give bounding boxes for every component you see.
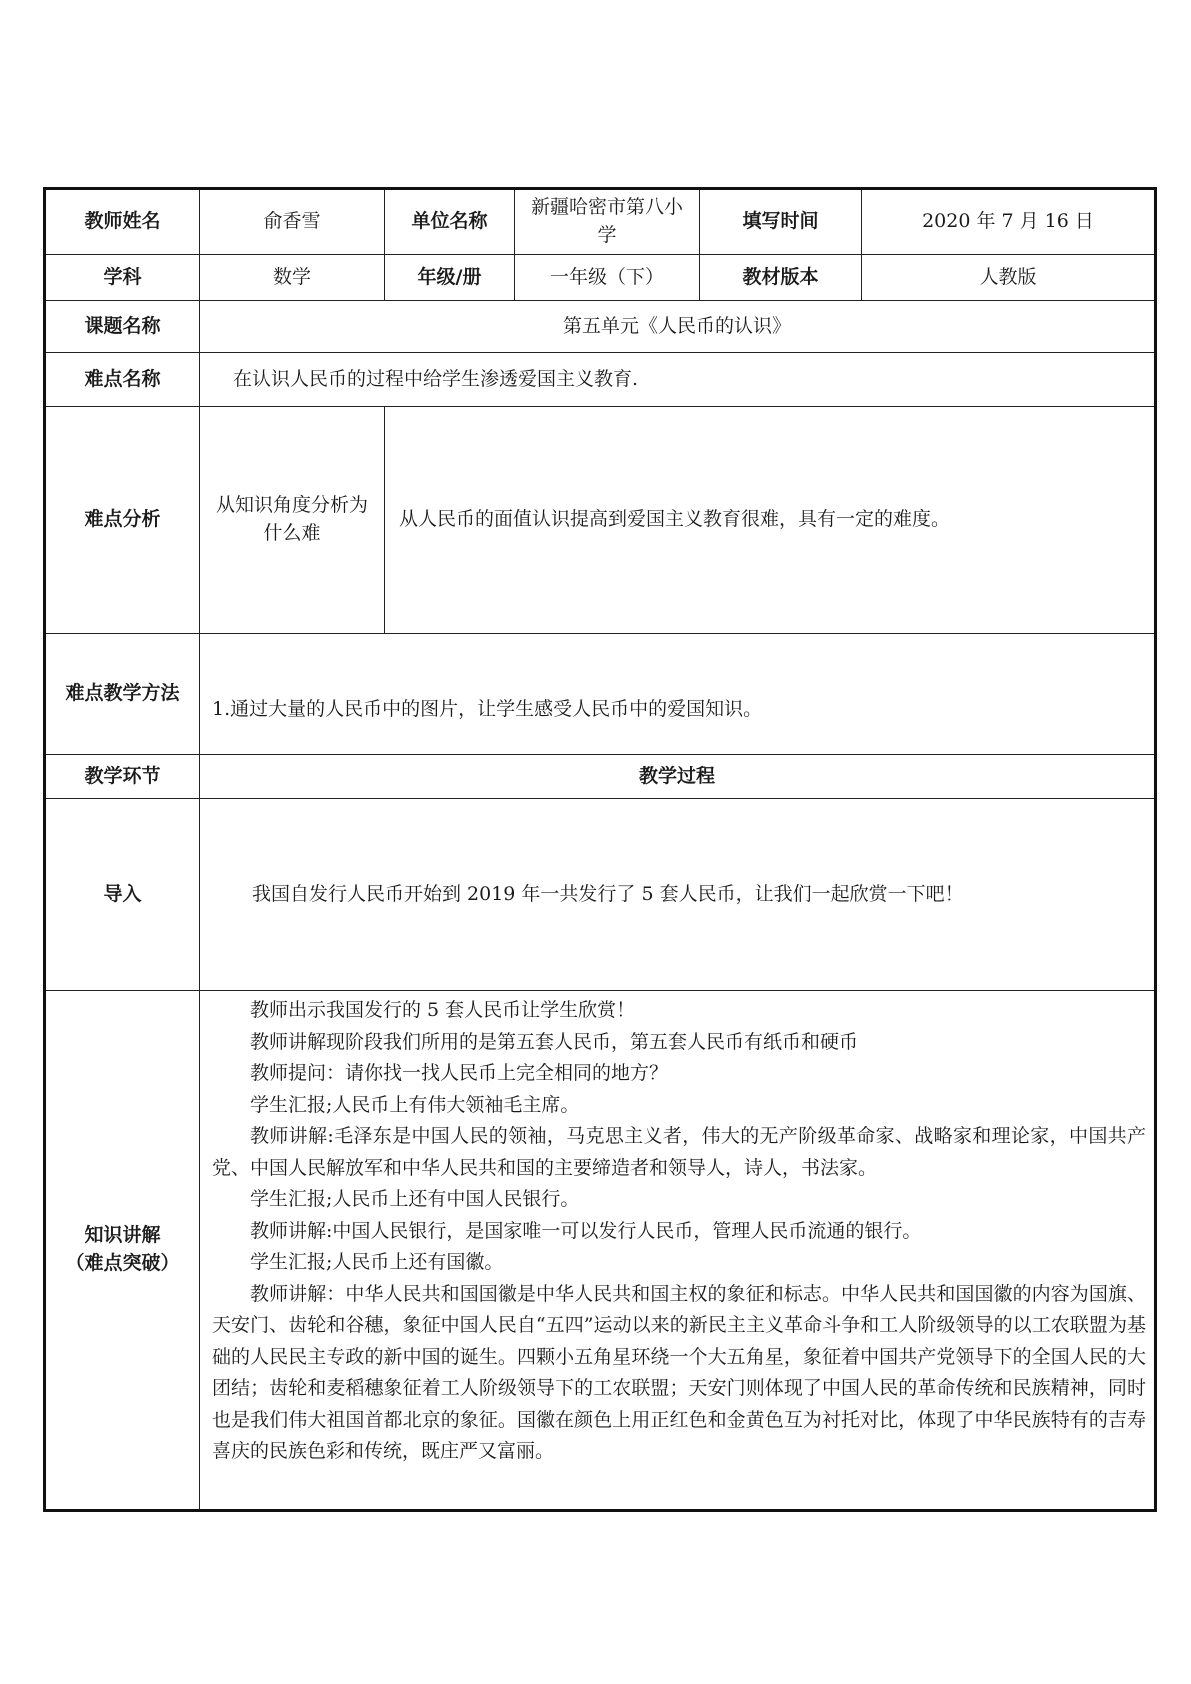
intro-row — [45, 799, 1156, 991]
subject-label: 学科 — [45, 255, 200, 301]
method-label: 难点教学方法 — [45, 634, 200, 755]
process-label: 教学过程 — [200, 755, 1156, 799]
topic-label: 课题名称 — [45, 301, 200, 353]
knowledge-paragraph: 教师出示我国发行的 5 套人民币让学生欣赏！ — [250, 999, 636, 1021]
analysis-row — [45, 407, 1156, 634]
knowledge-paragraph: 学生汇报;人民币上还有国徽。 — [250, 1251, 504, 1274]
intro-label: 导入 — [45, 799, 200, 991]
teacher-value: 俞香雪 — [200, 189, 385, 255]
method-value: 1.通过大量的人民币中的图片，让学生感受人民币中的爱国知识。 — [200, 634, 1156, 755]
knowledge-label — [45, 991, 200, 1511]
knowledge-paragraph: 学生汇报;人民币上还有中国人民银行。 — [250, 1188, 580, 1211]
edition-label: 教材版本 — [700, 255, 862, 301]
date-value: 2020 年 7 月 16 日 — [862, 189, 1156, 255]
knowledge-paragraph: 教师提问：请你找一找人民币上完全相同的地方？ — [250, 1062, 669, 1085]
difficulty-row — [45, 353, 1156, 407]
stage-label: 教学环节 — [45, 755, 200, 799]
method-row — [45, 634, 1156, 755]
knowledge-label-line2: （难点突破） — [65, 1252, 180, 1274]
knowledge-paragraph: 教师讲解：中华人民共和国国徽是中华人民共和国主权的象征和标志。中华人民共和国国徽的内容为国旗、天安门、齿轮和谷穗，象征中国人民自“五四”运动以来的新民主主义革命斗争和工人阶级领导的以工农联盟为基础的人民民主专政的新中国的诞生。四颗小五角星环绕一个大五角星，象征着中国共产党领导下的全国人民的大团结；齿轮和麦稻穗象征着工人阶级领导下的工农联盟；天安门则体现了中国人民的革命传统和民族精神，同时也是我们伟大祖国首都北京的象征。国徽在颜色上用正红色和金黄色互为衬托对比，体现了中华民族特有的吉寿喜庆的民族色彩和传统，既庄严又富丽。 — [212, 1282, 1146, 1463]
knowledge-paragraph: 教师讲解现阶段我们所用的是第五套人民币，第五套人民币有纸币和硬币 — [250, 1030, 859, 1053]
process-header-row — [45, 755, 1156, 799]
knowledge-content — [200, 991, 1156, 1511]
analysis-label: 难点分析 — [45, 407, 200, 634]
header-row-1 — [45, 189, 1156, 255]
topic-row — [45, 301, 1156, 353]
analysis-sub-label: 从知识角度分析为什么难 — [200, 407, 385, 634]
date-label: 填写时间 — [700, 189, 862, 255]
topic-value: 第五单元《人民币的认识》 — [200, 301, 1156, 353]
knowledge-row — [45, 991, 1156, 1511]
knowledge-paragraph: 教师讲解:毛泽东是中国人民的领袖，马克思主义者，伟大的无产阶级革命家、战略家和理论家，中国共产党、中国人民解放军和中华人民共和国的主要缔造者和领导人，诗人，书法家。 — [212, 1125, 1146, 1179]
intro-value: 我国自发行人民币开始到 2019 年一共发行了 5 套人民币，让我们一起欣赏一下吧！ — [200, 799, 1156, 991]
grade-value: 一年级（下） — [515, 255, 700, 301]
subject-value: 数学 — [200, 255, 385, 301]
analysis-value: 从人民币的面值认识提高到爱国主义教育很难，具有一定的难度。 — [385, 407, 1156, 634]
header-row-2 — [45, 255, 1156, 301]
unit-label: 单位名称 — [385, 189, 515, 255]
unit-value: 新疆哈密市第八小学 — [515, 189, 700, 255]
difficulty-label: 难点名称 — [45, 353, 200, 407]
difficulty-value: 在认识人民币的过程中给学生渗透爱国主义教育. — [200, 353, 1156, 407]
knowledge-label-line1: 知识讲解 — [84, 1224, 161, 1247]
lesson-plan-table — [43, 187, 1157, 1512]
teacher-label: 教师姓名 — [45, 189, 200, 255]
edition-value: 人教版 — [862, 255, 1156, 301]
knowledge-paragraph: 教师讲解:中国人民银行，是国家唯一可以发行人民币，管理人民币流通的银行。 — [250, 1219, 922, 1242]
grade-label: 年级/册 — [385, 255, 515, 301]
knowledge-paragraph: 学生汇报;人民币上有伟大领袖毛主席。 — [250, 1093, 580, 1116]
